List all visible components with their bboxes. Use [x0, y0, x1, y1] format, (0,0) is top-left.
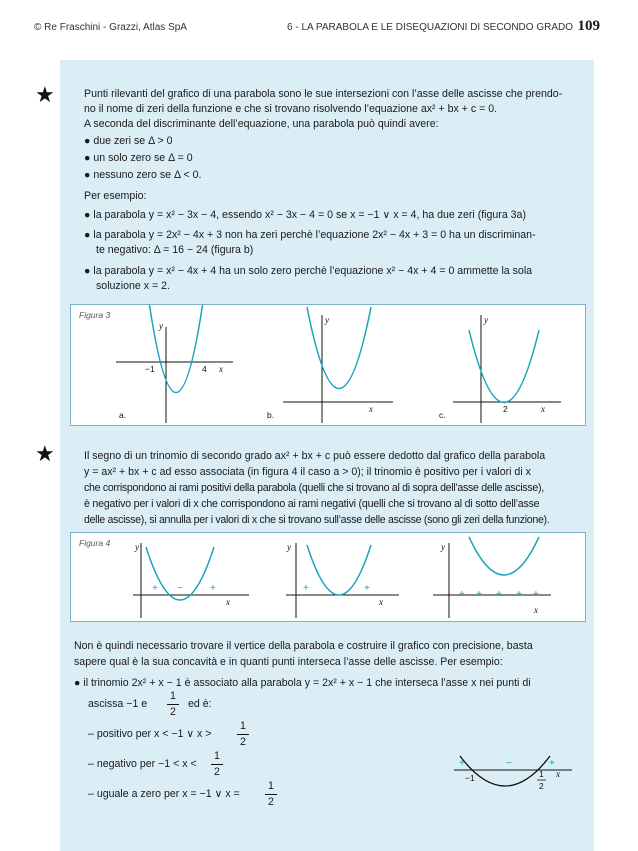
sign-graph-x: x: [556, 769, 560, 779]
fig4a-plus-left: +: [152, 583, 158, 594]
header-chapter: 6 - LA PARABOLA E LE DISEQUAZIONI DI SECONDO GRADO: [287, 22, 574, 33]
fig4a-x-label: x: [226, 597, 230, 607]
star-icon: ★: [35, 82, 55, 107]
fig4a-y-label: y: [135, 542, 139, 552]
frac-den: 2: [214, 766, 220, 778]
figure-3: [70, 304, 586, 426]
figure-4-title: Figura 4: [79, 538, 111, 548]
sec3-negative: – negativo per −1 < x <: [88, 758, 197, 770]
sec2-line3: che corrispondono ai rami positivi della parabola (quelli che si trovano al di sopra dell’asse delle ascisse),: [84, 482, 544, 494]
fig4b-plus-right: +: [364, 583, 370, 594]
sec1-line3: A seconda del discriminante dell’equazione, una parabola può quindi avere:: [84, 118, 439, 130]
header-copyright: © Re Fraschini - Grazzi, Atlas SpA: [34, 22, 187, 33]
fig4c-x-label: x: [534, 605, 538, 615]
fig3b-y-label: y: [325, 315, 329, 325]
fig4c-plus: +: [516, 589, 522, 600]
frac-bar: [265, 794, 277, 795]
sec3-line2: sapere qual è la sua concavità e in quanti punti interseca l’asse delle ascisse. Per esempio:: [74, 656, 503, 668]
star-icon: ★: [35, 441, 55, 466]
fig3c-tick-2: 2: [503, 404, 508, 414]
example-2a: ● la parabola y = 2x² − 4x + 3 non ha zeri perchè l’equazione 2x² − 4x + 3 = 0 ha un discriminan-: [84, 229, 536, 241]
figure-3-graphs: [71, 305, 585, 425]
bullet-two-zeros: ● due zeri se Δ > 0: [84, 135, 173, 147]
fig3c-tag: c.: [439, 410, 446, 420]
figure-4: [70, 532, 586, 622]
sec2-line5: delle ascisse), si annulla per i valori di x che si trovano sull’asse delle ascisse (sono gli zeri della funzione).: [84, 514, 550, 526]
fig4b-plus-left: +: [303, 583, 309, 594]
frac-den: 2: [170, 706, 176, 718]
figure-4-graphs: [71, 533, 585, 621]
sign-graph-minus: −: [506, 758, 512, 769]
fig3a-tick-4: 4: [202, 364, 207, 374]
sec3-abscissa: ascissa −1 e: [88, 698, 148, 710]
example-3b: soluzione x = 2.: [96, 280, 170, 292]
fig4c-plus: +: [476, 589, 482, 600]
sec3-abscissa-end: ed è:: [188, 698, 212, 710]
figure-3-title: Figura 3: [79, 310, 111, 320]
fig3a-tag: a.: [119, 410, 127, 420]
bullet-no-zero: ● nessuno zero se Δ < 0.: [84, 169, 202, 181]
fig4a-plus-right: +: [210, 583, 216, 594]
fig4c-plus: +: [459, 589, 465, 600]
sign-graph-plus-left: +: [459, 758, 465, 769]
fig3b-tag: b.: [267, 410, 275, 420]
example-1: ● la parabola y = x² − 3x − 4, essendo x² − 3x − 4 = 0 se x = −1 ∨ x = 4, ha due zeri (figura 3a): [84, 209, 526, 221]
sec1-line2: no il nome di zeri della funzione e che si trovano risolvendo l’equazione ax² + bx + c = 0.: [84, 103, 498, 115]
sec3-line1: Non è quindi necessario trovare il vertice della parabola e costruire il grafico con precisione, basta: [74, 640, 533, 652]
fig4c-plus: +: [496, 589, 502, 600]
sec3-zero: – uguale a zero per x = −1 ∨ x =: [88, 788, 240, 800]
sec3-line3: ● il trinomio 2x² + x − 1 è associato alla parabola y = 2x² + x − 1 che interseca l’asse x nei punti di: [74, 677, 531, 689]
sec3-positive: – positivo per x < −1 ∨ x >: [88, 728, 212, 740]
fig3a-tick-m1: −1: [145, 364, 155, 374]
example-2b: te negativo: Δ = 16 − 24 (figura b): [96, 244, 254, 256]
frac-bar: [237, 734, 249, 735]
bullet-one-zero: ● un solo zero se Δ = 0: [84, 152, 193, 164]
fig3c-y-label: y: [484, 315, 488, 325]
fig3a-x-label: x: [219, 364, 223, 374]
example-3a: ● la parabola y = x² − 4x + 4 ha un solo zero perchè l’equazione x² − 4x + 4 = 0 ammette la sola: [84, 265, 533, 277]
fig3c-x-label: x: [541, 404, 545, 414]
sec2-line4: è negativo per i valori di x che corrispondono ai rami negativi (quelli che si trovano al di sotto dell’asse: [84, 498, 540, 510]
frac-num: 1: [214, 750, 220, 762]
fig4c-y-label: y: [441, 542, 445, 552]
fig4b-x-label: x: [379, 597, 383, 607]
page-number: 109: [577, 18, 600, 34]
frac-den: 2: [268, 796, 274, 808]
frac-num: 1: [240, 720, 246, 732]
frac-num: 1: [170, 690, 176, 702]
fig3a-y-label: y: [159, 321, 163, 331]
sign-graph-plus-right: +: [549, 758, 555, 769]
sec2-line1: Il segno di un trinomio di secondo grado ax² + bx + c può essere dedotto dal grafico della parabola: [84, 450, 546, 462]
fig3b-x-label: x: [369, 404, 373, 414]
sec1-line1: Punti rilevanti del grafico di una parabola sono le sue intersezioni con l’asse delle ascisse che prendo-: [84, 88, 563, 100]
fig4c-plus: +: [533, 589, 539, 600]
frac-bar: [167, 704, 179, 705]
frac-bar: [211, 764, 223, 765]
frac-den: 2: [240, 736, 246, 748]
fig4b-y-label: y: [287, 542, 291, 552]
sign-graph: [450, 750, 580, 810]
sec2-line2: y = ax² + bx + c ad esso associata (in figura 4 il caso a > 0); il trinomio è positivo per i valori di x: [84, 466, 531, 478]
sign-graph-one: 1: [539, 769, 544, 779]
sign-graph-two: 2: [539, 781, 544, 791]
sign-graph-m1: −1: [465, 773, 475, 783]
example-heading: Per esempio:: [84, 190, 147, 202]
frac-num: 1: [268, 780, 274, 792]
fig4a-minus: −: [177, 583, 183, 594]
